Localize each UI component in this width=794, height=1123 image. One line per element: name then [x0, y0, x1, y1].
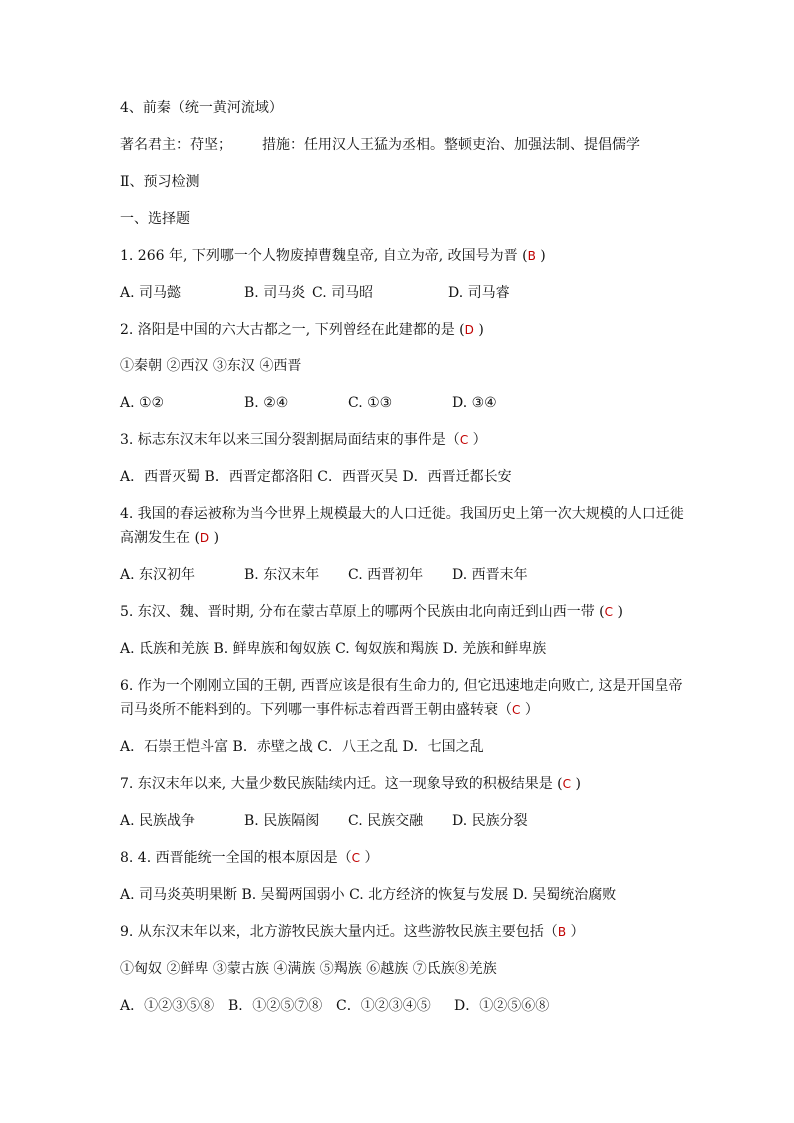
choice-section-heading: 一、选择题: [120, 211, 190, 227]
answer-mark: C: [351, 851, 361, 865]
section-4-heading: 4、前秦（统一黄河流域）: [120, 100, 283, 116]
answer-mark: C: [512, 703, 521, 717]
paren-close: ): [209, 530, 220, 546]
section-4-details: [120, 133, 684, 157]
question-text: 3. 标志东汉末年以来三国分裂割据局面结束的事件是（: [120, 432, 460, 448]
question-text: 1. 266 年, 下列哪一个人物废掉曹魏皇帝, 自立为帝, 改国号为晋 (: [120, 248, 528, 264]
question-2-items: ①秦朝 ②西汉 ③东汉 ④西晋: [120, 358, 302, 374]
famous-ruler: 著名君主：苻坚；: [120, 137, 232, 153]
paren-close: ）: [360, 850, 379, 866]
option-a: A. ①②: [120, 395, 165, 411]
measures: 措施：任用汉人王猛为丞相。整顿吏治、加强法制、提倡儒学: [262, 137, 640, 153]
option-b: B．①②⑤⑦⑧: [228, 998, 323, 1014]
question-9-stem: [120, 920, 684, 944]
question-3-stem: [120, 428, 684, 452]
question-4-stem: [120, 502, 684, 550]
answer-mark: D: [464, 323, 474, 337]
question-9-options: [120, 994, 684, 1018]
question-5-options: A. 氐族和羌族 B. 鲜卑族和匈奴族 C. 匈奴族和羯族 D. 羌族和鲜卑族: [120, 641, 547, 657]
option-c: C. 司马昭: [312, 285, 374, 301]
question-8-options: A. 司马炎英明果断 B. 吴蜀两国弱小 C. 北方经济的恢复与发展 D. 吴蜀统治腐败: [120, 887, 617, 903]
question-7-options: [120, 809, 684, 833]
question-9-items: ①匈奴 ②鲜卑 ③蒙古族 ④满族 ⑤羯族 ⑥越族 ⑦氐族⑧羌族: [120, 961, 497, 977]
option-d: D. 民族分裂: [452, 813, 528, 829]
option-d: D. 司马睿: [448, 285, 510, 301]
option-a: A. 民族战争: [120, 813, 196, 829]
paren-close: ): [613, 604, 623, 620]
option-d: D．①②⑤⑥⑧: [454, 998, 550, 1014]
answer-mark: C: [562, 777, 572, 791]
question-text: 8. 4. 西晋能统一全国的根本原因是（: [120, 850, 352, 866]
question-1-stem: [120, 244, 684, 268]
part-2-heading: Ⅱ、预习检测: [120, 174, 200, 190]
paren-close: ): [473, 322, 484, 338]
answer-mark: C: [604, 605, 614, 619]
question-text: 9. 从东汉末年以来，北方游牧民族大量内迁。这些游牧民族主要包括（: [120, 924, 558, 940]
question-1-options: [120, 281, 684, 305]
answer-mark: D: [199, 531, 210, 545]
answer-mark: C: [459, 433, 469, 447]
option-c: C. ①③: [348, 395, 393, 411]
question-2-options: [120, 391, 684, 415]
option-d: D. 西晋末年: [452, 567, 528, 583]
option-c: C．①②③④⑤: [336, 998, 431, 1014]
option-c: C. 民族交融: [348, 813, 424, 829]
question-text: 5. 东汉、魏、晋时期, 分布在蒙古草原上的哪两个民族由北向南迁到山西一带 (: [120, 604, 605, 620]
option-a: A. 东汉初年: [120, 567, 196, 583]
option-b: B. 东汉末年: [244, 567, 320, 583]
question-6-options: A．石崇王恺斗富 B．赤壁之战 C．八王之乱 D．七国之乱: [120, 739, 484, 755]
paren-close: ）: [566, 924, 585, 940]
option-c: C. 西晋初年: [348, 567, 424, 583]
paren-close: ): [571, 776, 581, 792]
option-b: B. 司马炎: [244, 285, 306, 301]
question-2-stem: [120, 318, 684, 342]
paren-close: ): [535, 248, 546, 264]
paren-close: ）: [520, 702, 539, 718]
question-text: 2. 洛阳是中国的六大古都之一, 下列曾经在此建都的是 (: [120, 322, 465, 338]
question-7-stem: [120, 772, 684, 796]
question-4-options: [120, 563, 684, 587]
answer-mark: B: [557, 925, 567, 939]
question-3-options: A．西晋灭蜀 B．西晋定都洛阳 C．西晋灭吴 D．西晋迁都长安: [120, 469, 512, 485]
option-a: A．①②③⑤⑧: [120, 998, 215, 1014]
question-6-stem: [120, 674, 684, 722]
question-text: 4. 我国的春运被称为当今世界上规模最大的人口迁徙。我国历史上第一次大规模的人口迁徙高潮发生在 (: [120, 506, 684, 546]
paren-close: ）: [468, 432, 487, 448]
option-d: D. ③④: [452, 395, 497, 411]
question-text: 6. 作为一个刚刚立国的王朝, 西晋应该是很有生命力的, 但它迅速地走向败亡, 这是开国皇帝司马炎所不能料到的。下列哪一事件标志着西晋王朝由盛转衰（: [120, 678, 683, 718]
option-a: A. 司马懿: [120, 285, 182, 301]
question-8-stem: [120, 846, 684, 870]
answer-mark: B: [527, 249, 536, 263]
option-b: B. 民族隔阂: [244, 813, 320, 829]
option-b: B. ②④: [244, 395, 289, 411]
question-text: 7. 东汉末年以来, 大量少数民族陆续内迁。这一现象导致的积极结果是 (: [120, 776, 563, 792]
question-5-stem: [120, 600, 684, 624]
